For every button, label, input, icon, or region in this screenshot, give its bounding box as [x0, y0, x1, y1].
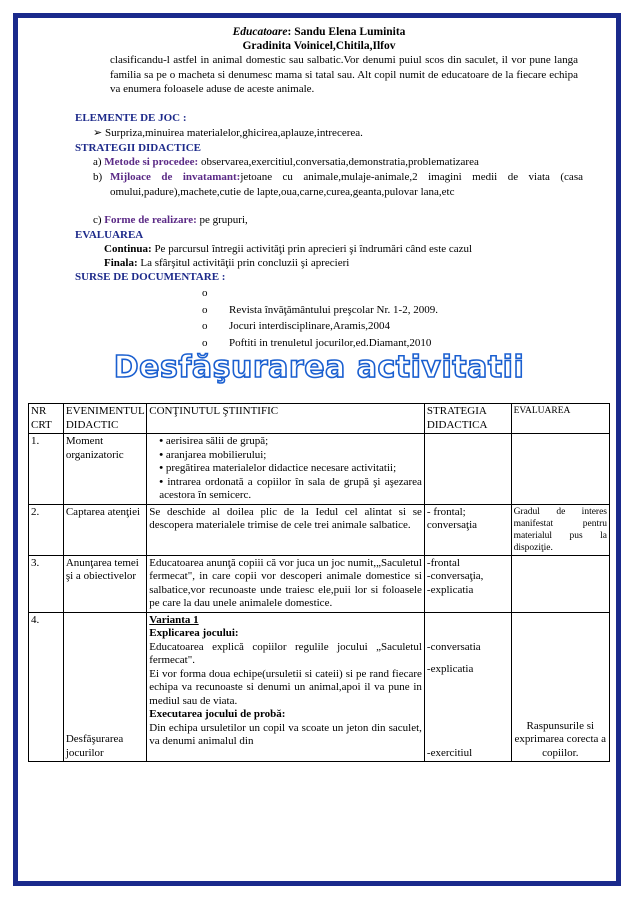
strategii-c [93, 213, 583, 228]
bullet-icon: o [202, 287, 208, 299]
list-item: • aerisirea sălii de grupă; [159, 435, 422, 449]
row-eveniment: Moment organizatoric [63, 434, 146, 505]
table-row [29, 612, 610, 762]
row-evaluarea [511, 434, 609, 505]
finala-text: La sfârşitul activităţii prin concluzii şi aprecieri [137, 257, 350, 269]
row-continut: Educatoarea anunţă copiii că vor juca un joc numit,„Saculetul fermecat", in care copii vor descoperi animale domestice si salbatice,vor recunoaste unde traiesc ele,puii lor si foloasele pe care la dau unele animalele domestice. [147, 555, 425, 612]
row-eveniment: Desfăşurarea jocurilor [63, 612, 146, 762]
elemente-text: Surpriza,minuirea materialelor,ghicirea,aplauze,intrecerea. [104, 127, 363, 139]
surse-item-text: Revista învăţământului preşcolar Nr. 1-2, 2009. [229, 303, 438, 316]
document-header [0, 25, 638, 53]
strategii-b-title: Mijloace de invatamant: [110, 171, 241, 183]
continua-label: Continua: [104, 243, 152, 255]
bullet-icon: o [202, 320, 208, 332]
list-item: • intrarea ordonată a copiilor în sala de grupă şi aşezarea acestora în semicerc. [159, 476, 422, 503]
evaluarea-continua [104, 242, 472, 257]
list-item: • aranjarea mobilierului; [159, 449, 422, 463]
surse-item [202, 336, 438, 351]
strategia-explicatia: -explicatia [426, 663, 474, 675]
continua-text: Pe parcursul întregii activităţi prin aprecieri şi îndrumări când este cazul [151, 243, 473, 255]
table-row [29, 504, 610, 555]
forma-text: Ei vor forma doua echipe(ursuletii si cateii) si pe rand fiecare echipa va recunoaste si denumi un animal,apoi il va pune in mediul sau de viata. [149, 667, 422, 707]
row-continut [147, 434, 425, 505]
strategii-heading: STRATEGII DIDACTICE [75, 142, 202, 154]
surse-heading: SURSE DE DOCUMENTARE : [75, 271, 226, 283]
surse-item [202, 286, 438, 301]
evaluarea-finala [104, 256, 349, 271]
strategia-exercitiul: -exercitiul [426, 746, 473, 759]
row-nr: 3. [29, 555, 64, 612]
varianta-title: Varianta 1 [149, 613, 199, 626]
activity-title: Desfăşurarea activitatii [113, 350, 525, 385]
header-strategia: STRATEGIA DIDACTICA [424, 404, 511, 434]
elemente-heading: ELEMENTE DE JOC : [75, 112, 187, 124]
row-continut: Se deschide al doilea plic de la Iedul cel alintat si se descopera materialele trimise de cele trei animale salbatice. [147, 504, 425, 555]
activity-table [28, 403, 610, 762]
proba-text: Din echipa ursuletilor un copil va scoate un jeton din saculet, va denumi animalul din [149, 721, 422, 747]
row-evaluarea: Gradul de interes manifestat pentru materialul pus la dispoziţie. [511, 504, 609, 555]
strategii-b [93, 170, 583, 199]
surse-item [202, 319, 438, 334]
table-header-row [29, 404, 610, 434]
row-evaluarea: Raspunsurile si exprimarea corecta a copiilor. [511, 612, 609, 762]
strategii-a-title: Metode si procedee: [104, 156, 199, 168]
strategii-c-text: pe grupuri, [196, 214, 248, 226]
list-item: • pregătirea materialelor didactice necesare activitatii; [159, 462, 422, 476]
explicarea-title: Explicarea jocului: [149, 627, 239, 639]
surse-item-text: Jocuri interdisciplinare,Aramis,2004 [229, 320, 390, 332]
row-nr: 4. [29, 612, 64, 762]
table-row [29, 434, 610, 505]
row-nr: 2. [29, 504, 64, 555]
school-name: Gradinita Voinicel,Chitila,Ilfov [242, 40, 396, 52]
strategii-a [93, 155, 583, 170]
header-evaluarea: EVALUAREA [511, 404, 609, 434]
row-strategia [424, 434, 511, 505]
table-row [29, 555, 610, 612]
list-label: b) [93, 171, 103, 183]
elemente-item [93, 126, 363, 141]
explicarea-text: Educatoarea explică copiilor regulile jocului „Saculetul fermecat". [149, 640, 422, 666]
row-eveniment: Captarea atenţiei [63, 504, 146, 555]
row-strategia [424, 612, 511, 762]
row-eveniment: Anunţarea temei şi a obiectivelor [63, 555, 146, 612]
intro-paragraph: clasificandu-l astfel in animal domestic sau salbatic.Vor denumi puiul scos din saculet, il vor pune langa familia sa pe o macheta si denumesc mama si tatal sau. Alt copil numit de educatoare de la fiecare echipa va enumera foloasele aduse de aceste animale. [110, 54, 578, 95]
row-strategia: - frontal; conversaţia [424, 504, 511, 555]
evaluarea-heading: EVALUAREA [75, 229, 144, 241]
bullet-icon: o [202, 336, 208, 349]
header-eveniment: EVENIMENTUL DIDACTIC [63, 404, 146, 434]
row-continut [147, 612, 425, 762]
surse-item-text: Poftiti in trenuletul jocurilor,ed.Diamant,2010 [229, 336, 432, 349]
educator-name: : Sandu Elena Luminita [287, 26, 406, 38]
row-strategia: -frontal -conversaţia, -explicatia [424, 555, 511, 612]
bullet-icon: o [202, 303, 208, 316]
proba-title: Executarea jocului de probă: [149, 708, 286, 720]
educator-label: Educatoare [232, 26, 288, 38]
strategii-c-title: Forme de realizare: [104, 214, 197, 226]
list-label: c) [93, 214, 102, 226]
header-nr: NR CRT [29, 404, 64, 434]
strategii-b-text: jetoane cu animale,mulaje-animale,2 imagini medii de viata (casa omului,padure),machete,cutie de lapte,oua,carne,curea,geanta,pulovar lana,etc [110, 171, 583, 198]
row-evaluarea [511, 555, 609, 612]
strategia-conversatia: -conversatia [426, 640, 481, 653]
row-nr: 1. [29, 434, 64, 505]
list-label: a) [93, 156, 102, 168]
finala-label: Finala: [104, 257, 138, 269]
header-continut: CONŢINUTUL ŞTIINTIFIC [147, 404, 425, 434]
surse-item [202, 303, 438, 318]
surse-list [202, 286, 438, 350]
strategii-a-text: observarea,exercitiul,conversatia,demonstratia,problematizarea [198, 156, 479, 168]
